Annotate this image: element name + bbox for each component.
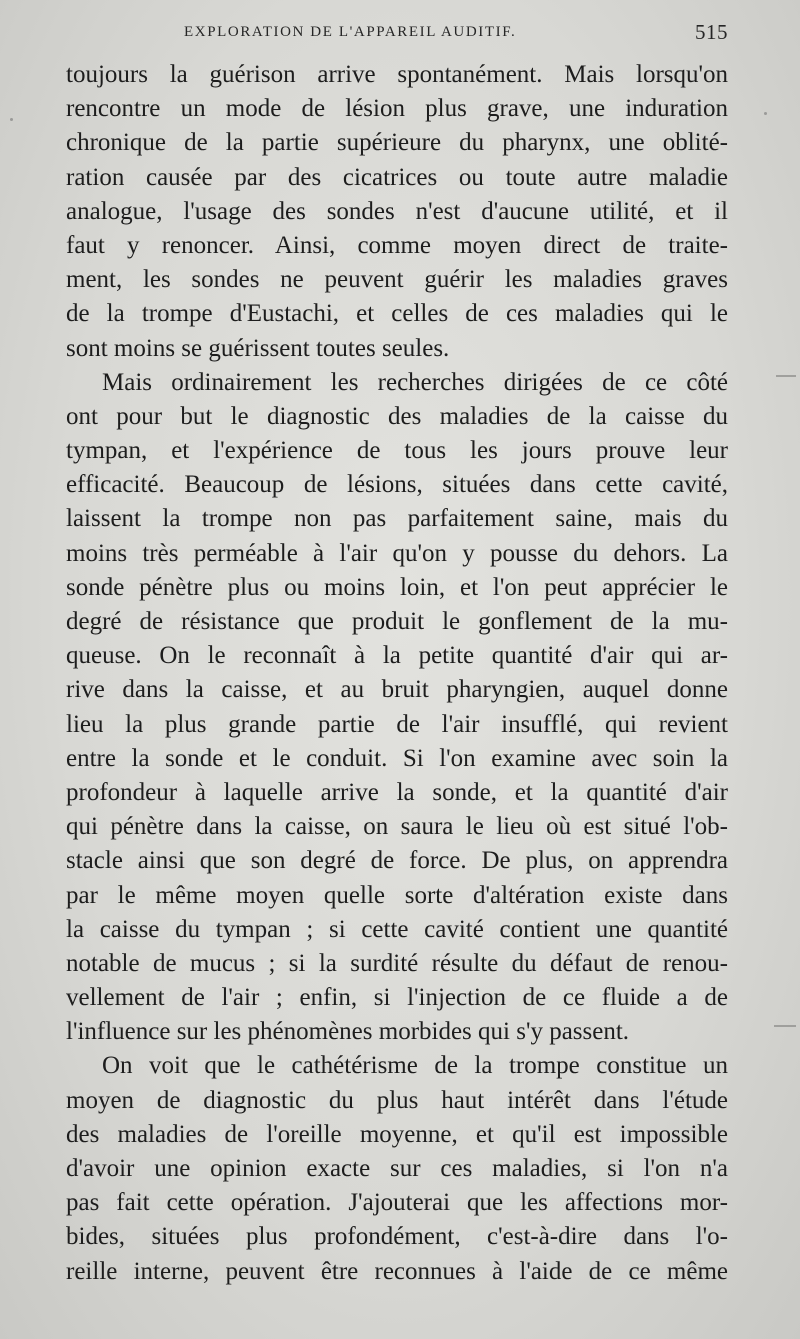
- text-line: des maladies de l'oreille moyenne, et qu'il est impossible: [66, 1120, 728, 1148]
- text-line: vellement de l'air ; enfin, si l'injection de ce fluide a de: [66, 984, 728, 1012]
- text-line: la caisse du tympan ; si cette cavité contient une quantité: [66, 915, 728, 943]
- text-line: ment, les sondes ne peuvent guérir les maladies graves: [66, 266, 728, 294]
- scan-speck: [764, 112, 767, 115]
- page-header: [184, 20, 728, 46]
- paragraph-start-line: On voit que le cathétérisme de la trompe constitue un: [102, 1052, 728, 1080]
- paragraph-end-line: l'influence sur les phénomènes morbides qui s'y passent.: [66, 1018, 630, 1046]
- text-line: moins très perméable à l'air qu'on y pousse du dehors. La: [66, 539, 728, 567]
- paragraph-end-line: sont moins se guérissent toutes seules.: [66, 334, 450, 362]
- text-line: chronique de la partie supérieure du pharynx, une oblité-: [66, 129, 728, 157]
- text-line: faut y renoncer. Ainsi, comme moyen direct de traite-: [66, 231, 728, 259]
- text-line: sonde pénètre plus ou moins loin, et l'on peut apprécier le: [66, 573, 728, 601]
- margin-mark: [776, 375, 796, 377]
- text-line: queuse. On le reconnaît à la petite quantité d'air qui ar-: [66, 642, 728, 670]
- text-line: pas fait cette opération. J'ajouterai que les affections mor-: [66, 1189, 728, 1217]
- text-line: qui pénètre dans la caisse, on saura le lieu où est situé l'ob-: [66, 813, 728, 841]
- text-line: ration causée par des cicatrices ou toute autre maladie: [66, 163, 728, 191]
- text-line: reille interne, peuvent être reconnues à l'aide de ce même: [66, 1257, 728, 1285]
- text-line: tympan, et l'expérience de tous les jours prouve leur: [66, 437, 728, 465]
- text-line: notable de mucus ; si la surdité résulte du défaut de renou-: [66, 949, 728, 977]
- page-number: 515: [695, 20, 728, 44]
- text-line: efficacité. Beaucoup de lésions, situées dans cette cavité,: [66, 471, 728, 499]
- text-line: stacle ainsi que son degré de force. De plus, on apprendra: [66, 847, 728, 875]
- text-line: bides, situées plus profondément, c'est-à-dire dans l'o-: [66, 1223, 728, 1251]
- text-line: profondeur à laquelle arrive la sonde, et la quantité d'air: [66, 778, 728, 806]
- text-line: par le même moyen quelle sorte d'altération existe dans: [66, 881, 728, 909]
- body-text: [66, 58, 728, 1289]
- text-line: rive dans la caisse, et au bruit pharyngien, auquel donne: [66, 676, 728, 704]
- margin-mark: [774, 1025, 796, 1027]
- text-line: degré de résistance que produit le gonflement de la mu-: [66, 608, 728, 635]
- text-line: analogue, l'usage des sondes n'est d'aucune utilité, et il: [66, 197, 728, 225]
- text-line: moyen de diagnostic du plus haut intérêt dans l'étude: [66, 1086, 728, 1114]
- text-line: de la trompe d'Eustachi, et celles de ces maladies qui le: [66, 300, 728, 328]
- scan-speck: [10, 118, 13, 121]
- text-line: entre la sonde et le conduit. Si l'on examine avec soin la: [66, 744, 728, 772]
- paragraph-start-line: Mais ordinairement les recherches dirigées de ce côté: [102, 368, 728, 396]
- text-line: toujours la guérison arrive spontanément. Mais lorsqu'on: [66, 61, 728, 88]
- running-head: EXPLORATION DE L'APPAREIL AUDITIF.: [184, 24, 517, 40]
- text-line: d'avoir une opinion exacte sur ces maladies, si l'on n'a: [66, 1155, 728, 1182]
- text-line: laissent la trompe non pas parfaitement saine, mais du: [66, 505, 728, 533]
- text-line: lieu la plus grande partie de l'air insufflé, qui revient: [66, 710, 728, 738]
- text-line: rencontre un mode de lésion plus grave, une induration: [66, 95, 728, 123]
- text-line: ont pour but le diagnostic des maladies de la caisse du: [66, 402, 728, 430]
